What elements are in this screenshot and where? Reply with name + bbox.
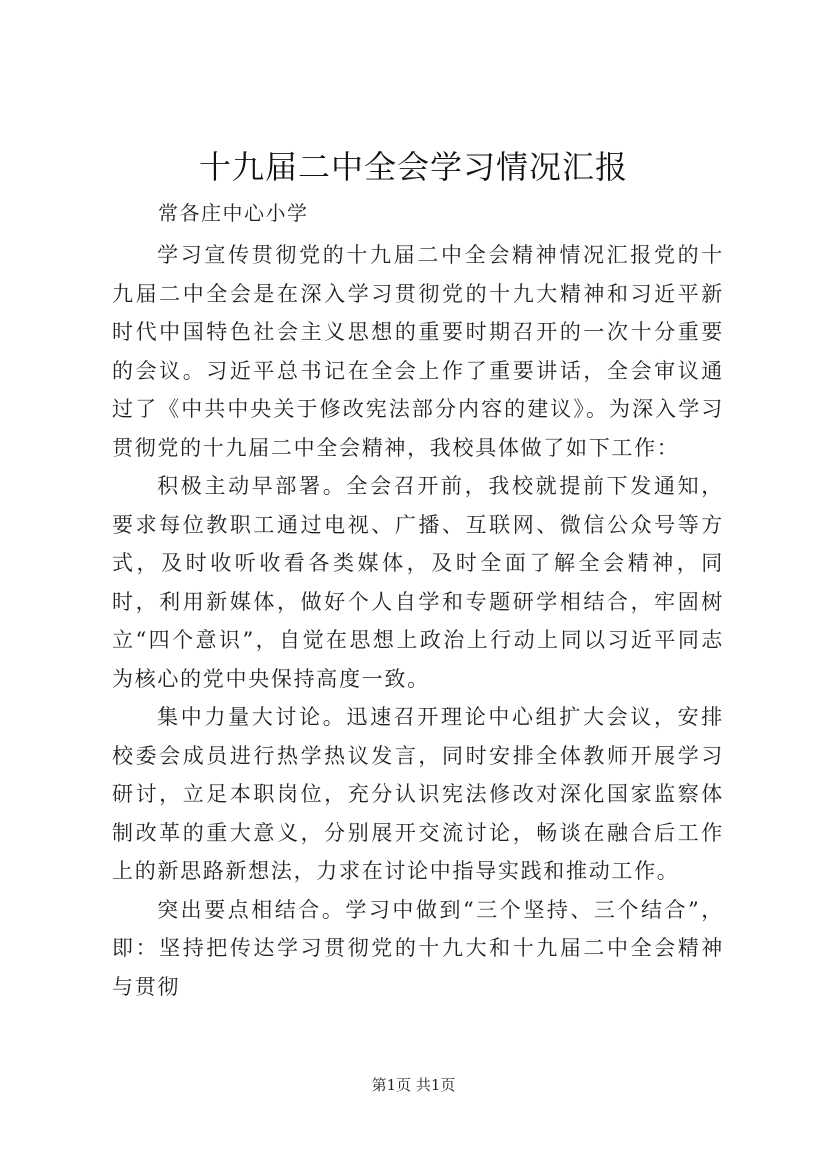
body-paragraph: 积极主动早部署。全会召开前，我校就提前下发通知，要求每位教职工通过电视、广播、互联网、微信公众号等方式，及时收听收看各类媒体，及时全面了解全会精神，同时，利用新媒体，做好个人自学和专题研学相结合，牢固树立“四个意识”，自觉在思想上政治上行动上同以习近平同志为核心的党中央保持高度一致。 <box>112 474 724 691</box>
body-paragraph: 学习宣传贯彻党的十九届二中全会精神情况汇报党的十九届二中全会是在深入学习贯彻党的十九大精神和习近平新时代中国特色社会主义思想的重要时期召开的一次十分重要的会议。习近平总书记在全会上作了重要讲话，全会审议通过了《中共中央关于修改宪法部分内容的建议》。为深入学习贯彻党的十九届二中全会精神，我校具体做了如下工作： <box>112 243 724 460</box>
body-paragraph: 集中力量大讨论。迅速召开理论中心组扩大会议，安排校委会成员进行热学热议发言，同时安排全体教师开展学习研讨，立足本职岗位，充分认识宪法修改对深化国家监察体制改革的重大意义，分别展开交流讨论，畅谈在融合后工作上的新思路新想法，力求在讨论中指导实践和推动工作。 <box>112 705 724 883</box>
document-title: 十九届二中全会学习情况汇报 <box>198 148 628 186</box>
document-body <box>112 236 724 1006</box>
page-number-footer: 第1页 共1页 <box>371 1076 456 1094</box>
document-author: 常各庄中心小学 <box>158 201 309 225</box>
body-paragraph: 突出要点相结合。学习中做到“三个坚持、三个结合”，即：坚持把传达学习贯彻党的十九大和十九届二中全会精神与贯彻 <box>112 897 724 999</box>
